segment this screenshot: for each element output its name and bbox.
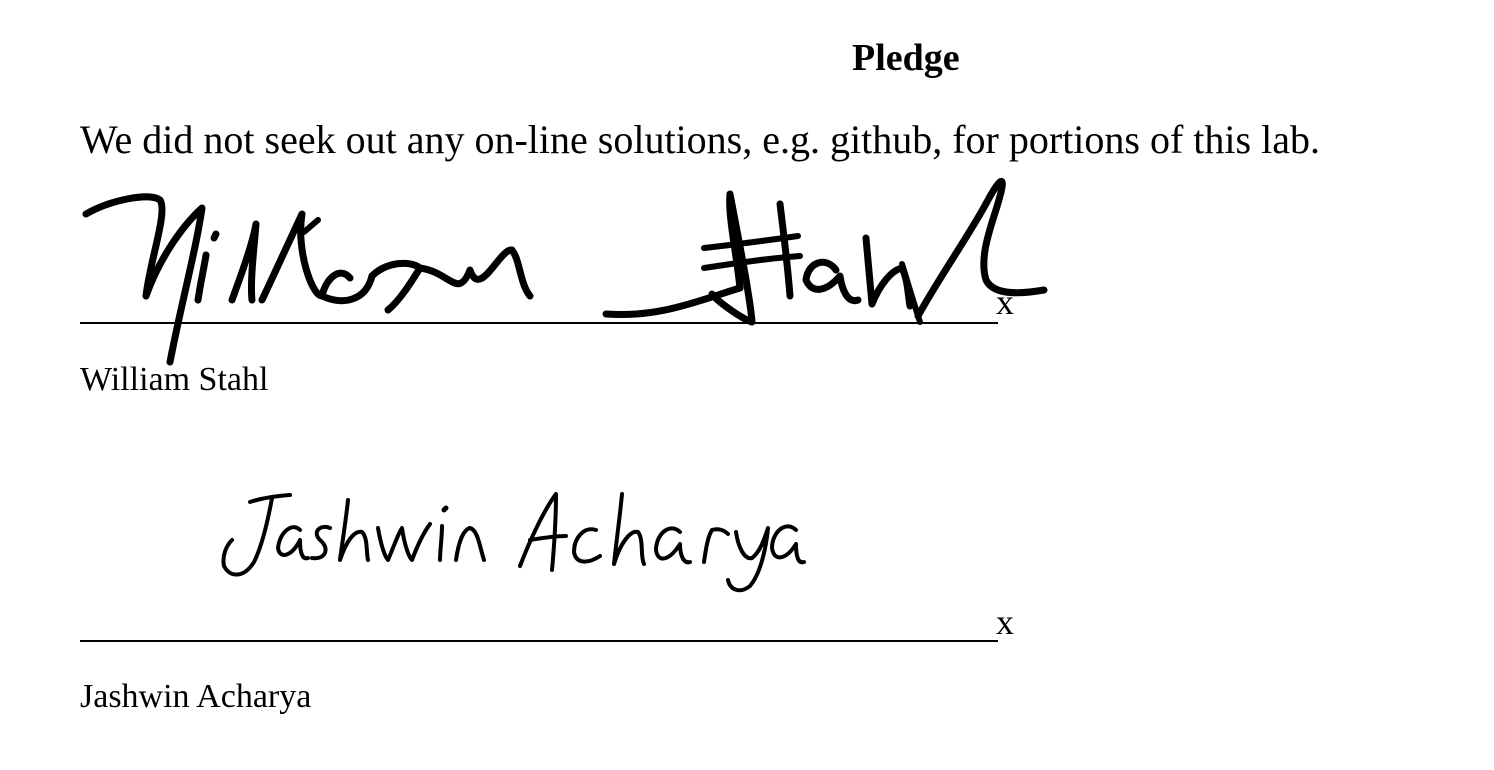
signature-line [80, 640, 998, 642]
signature-mark: x [996, 282, 1014, 322]
pledge-statement: We did not seek out any on-line solutions, e.g. github, for portions of this lab. [80, 117, 1320, 162]
signer-name: Jashwin Acharya [80, 678, 312, 715]
signer-name: William Stahl [80, 361, 269, 398]
signature-mark: x [996, 602, 1014, 642]
page-title: Pledge [852, 37, 960, 79]
